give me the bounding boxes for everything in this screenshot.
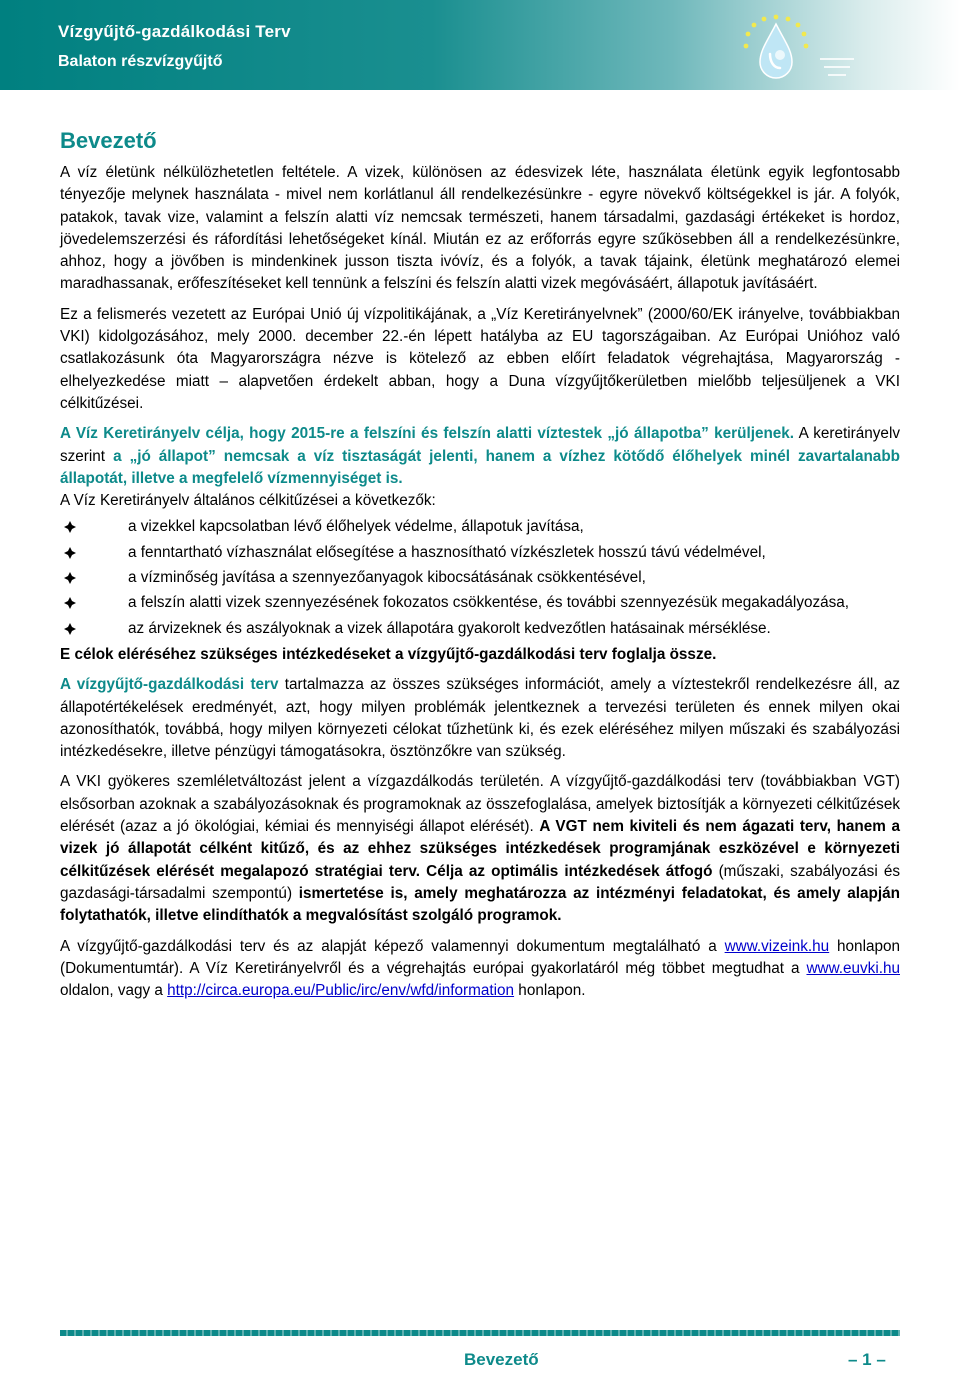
link-euvki[interactable]: www.euvki.hu [806,959,900,977]
bullet-icon [64,597,76,609]
list-item [60,542,900,564]
vgt-text-2: (műszaki, szabályozási és gazdasági-társadalmi szempontú) [60,862,900,902]
bullet-icon [64,547,76,559]
good-status-definition: a „jó állapot” nemcsak a víz tisztaságát jelenti, hanem a vízhez kötődő élőhelyek minél zavartalanabb állapotát, illetve a megfelelő vízmennyiséget is. [60,447,901,487]
document-body [60,162,900,1002]
bullet-icon [64,572,76,584]
link-vizeink[interactable]: www.vizeink.hu [724,937,830,955]
goal-text: a fenntartható vízhasználat elősegítése a hasznosítható vízkészletek hosszú távú védelmével, [128,543,766,561]
vgt-text-1: A VKI gyökeres szemléletváltozást jelent a vízgazdálkodás területén. A vízgyűjtő-gazdálkodási terv (továbbiakban VGT) elsősorban azoknak a szabályozásoknak és programoknak az összefoglalása, amelyek biztosítják a környezeti célkitűzések elérését (azaz a jó ökológiai, kémiai és mennyiségi állapot elérését). [60,773,900,836]
paragraph-vki-goal [60,423,900,490]
section-heading: Bevezető [60,128,157,153]
goal-text: a vízminőség javítása a szennyezőanyagok kibocsátásának csökkentésével, [128,569,646,587]
plan-name: A vízgyűjtő-gazdálkodási terv [60,676,279,694]
link-circa[interactable]: http://circa.europa.eu/Public/irc/env/wfd/information [167,982,515,1000]
goals-intro: A Víz Keretirányelv általános célkitűzései a következők: [60,492,436,510]
goal-connector: A keretirányelv szerint [60,425,900,465]
links-text-2: honlapon (Dokumentumtár). A Víz Keretirányelvről és a végrehajtás európai gyakorlatáról még többet megtudhat a [60,937,900,977]
paragraph-intro: A víz életünk nélkülözhetetlen feltétele. A vizek, különösen az édesvizek léte, használata életünk egyik legfontosabb tényezője melynek használata - mivel nem korlátlanul áll rendelkezésünkre - egyre növekvő költségekkel is jár. A folyók, patakok, tavak vize, valamint a felszín alatti víz nemcsak természeti, hanem társadalmi, gazdasági értékeket is hordoz, jövedelemszerzési és ráfordítási lehetőségeket kínál. Miután ez az erőforrás egyre szűkösebben áll a rendelkezésünkre, ahhoz, hogy a jövőben is mindenkinek jusson tiszta ivóvíz, és a folyók, a tavak tájaink, életünk meghatározó elemei maradhassanak, erőfeszítéseket kell tennünk a felszíni és felszín alatti vizek megóvásáért, állapotuk javításáért. [60,164,900,293]
list-item [60,516,900,538]
links-text-4: honlapon. [514,982,586,1000]
links-text-1: A vízgyűjtő-gazdálkodási terv és az alapját képező valamennyi dokumentum megtalálható a [60,937,725,955]
paragraph-vgt [60,771,900,927]
links-text-3: oldalon, vagy a [60,982,168,1000]
header-title: Vízgyűjtő-gazdálkodási Terv [58,22,291,41]
goal-text: a vizekkel kapcsolatban lévő élőhelyek védelme, állapotuk javítása, [128,518,584,536]
bullet-icon [64,521,76,533]
page-number: – 1 – [848,1350,886,1369]
goal-text: az árvizeknek és aszályoknak a vizek állapotára gyakorolt kedvezőtlen hatásainak mérséklése. [128,619,771,637]
paragraph-links [60,936,900,1003]
list-item [60,618,900,640]
vgt-bold-2: ismertetése is, amely meghatározza az intézményi feladatokat, és amely alapján folytathatók, illetve elindíthatók a megvalósítást szolgáló programok. [60,884,900,925]
list-item [60,567,900,589]
vgt-bold-1: A VGT nem kiviteli és nem ágazati terv, hanem a vizek jó állapotát célként kitűző, és az ehhez szükséges intézkedések programjának eszközével e környezeti célkitűzések elérését megalapozó stratégiai terv. Célja az optimális intézkedések átfogó [60,818,900,880]
paragraph-measures: E célok eléréséhez szükséges intézkedéseket a vízgyűjtő-gazdálkodási terv foglalja össze. [60,645,717,663]
paragraph-vki-history: Ez a felismerés vezetett az Európai Unió új vízpolitikájának, a „Víz Keretirányelvnek” (2000/60/EK irányelve, továbbiakban VKI) kidolgozásához, mely 2000. december 22.-én lépett hatályba az EU tagországaiban. Az Európai Unióhoz való csatlakozásunk óta Magyarországra nézve is kötelező az ebben előírt feladatok végrehajtása, Magyarország - elhelyezkedése miatt – alapvetően érdekelt abban, hogy a Duna vízgyűjtőkerületben mielőbb teljesüljenek a VKI célkitűzései. [60,305,900,412]
header-subtitle: Balaton részvízgyűjtő [58,53,223,70]
water-drop-eu-logo [728,10,860,85]
document-header [0,0,960,90]
paragraph-plan-content [60,674,900,763]
plan-description: tartalmazza az összes szükséges információt, amely a víztestekről rendelkezésre áll, az állapotértékelések eredményét, azt, hogy milyen problémák jelentkeznek a tervezési területen és ennek milyen okai azonosíthatók, továbbá, hogy milyen környezeti célokat tűzhetünk ki, és ezek eléréséhez milyen műszaki és szabályozási intézkedésekre, illetve pénzügyi támogatásokra, ösztönzőkre van szükség. [60,676,900,761]
goal-text: a felszín alatti vizek szennyezésének fokozatos csökkentése, és további szennyezésük megakadályozása, [128,594,850,612]
goal-statement: A Víz Keretirányelv célja, hogy 2015-re a felszíni és felszín alatti víztestek „jó állapotba” kerüljenek. [60,425,795,443]
bullet-icon [64,623,76,635]
footer-section-title: Bevezető [464,1350,539,1369]
footer-divider [60,1330,900,1336]
goals-list [60,516,900,639]
list-item [60,592,900,614]
